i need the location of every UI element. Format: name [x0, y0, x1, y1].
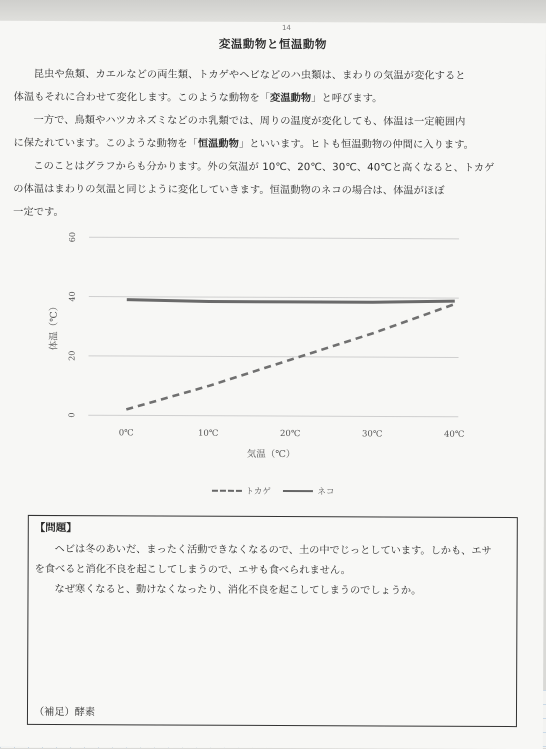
problem-line-1 [35, 540, 509, 562]
problem-line-2: を食べると消化不良を起こしてしまうので、エサも食べられません。 [34, 563, 351, 577]
page-mark: 14 [281, 24, 291, 33]
gridline-0 [88, 415, 458, 417]
x-tick-label: 40℃ [444, 429, 465, 440]
chart-legend [0, 484, 544, 498]
y-axis-label: 体温（℃） [48, 301, 60, 351]
x-tick-label: 30℃ [362, 429, 383, 440]
y-tick-label: 60 [68, 232, 78, 243]
legend-dash-swatch [211, 490, 241, 492]
x-tick-label: 20℃ [280, 429, 301, 440]
paragraph-2-tail: 」といいます。ヒトも恒温動物の仲間に入ります。 [238, 138, 474, 151]
y-tick-label: 0 [67, 412, 77, 418]
x-tick-label: 10℃ [198, 428, 219, 439]
problem-line-3-text: なぜ寒くなると、動けなくなったり、消化不良を起こしてしまうのでしょうか。 [54, 584, 422, 597]
paragraph-1-line-2: 体温もそれに合わせて変化します。このような動物を「 [13, 91, 271, 104]
series-line-cat [127, 300, 455, 303]
y-tick-label: 20 [67, 350, 77, 361]
gridline-40 [89, 297, 459, 299]
term-poikilotherm: 変温動物 [270, 92, 312, 105]
page-title: 変温動物と恒温動物 [218, 36, 327, 52]
y-tick-label: 40 [67, 291, 77, 302]
term-homeotherm: 恒温動物 [197, 138, 240, 150]
paragraph-2-line-1: 一方で、鳥類やハツカネズミなどのホ乳類では、周りの温度が変化しても、体温は一定範囲内 [33, 114, 466, 128]
problem-line-3 [34, 580, 508, 602]
legend-cat: ネコ [317, 487, 335, 498]
temperature-chart [0, 21, 546, 493]
paragraph-1-tail: 」と呼びます。 [311, 93, 383, 105]
problem-box [27, 515, 518, 727]
paragraph-3-line-3: 一定です。 [13, 206, 64, 219]
x-axis-label: 気温（℃） [246, 448, 296, 461]
legend-solid-swatch [283, 490, 313, 492]
problem-line-1-text: ヘビは冬のあいだ、まったく活動できなくなるので、土の中でじっとしています。しかも、エサ [54, 544, 492, 557]
paragraph-1-line-1: 昆虫や魚類、カエルなどの両生類、トカゲやヘビなどのハ虫類は、まわりの気温が変化すると [33, 68, 466, 82]
x-tick-label: 0℃ [118, 428, 134, 439]
paragraph-3-line-1: このことはグラフからも分かります。外の気温が 10℃、20℃、30℃、40℃と高くなると、トカゲ [33, 160, 495, 174]
paragraph-3-line-2: の体温はまわりの気温と同じように変化していきます。恒温動物のネコの場合は、体温がほぼ [13, 183, 445, 197]
gridline-20 [89, 356, 459, 358]
supplement-note: （補足）酵素 [33, 706, 96, 719]
gridline-60 [89, 237, 459, 239]
worksheet [0, 21, 546, 749]
legend-lizard: トカゲ [245, 486, 271, 497]
problem-heading: 【問題】 [34, 521, 77, 535]
paragraph-2-line-2: に保たれています。このような動物を「 [13, 137, 198, 150]
